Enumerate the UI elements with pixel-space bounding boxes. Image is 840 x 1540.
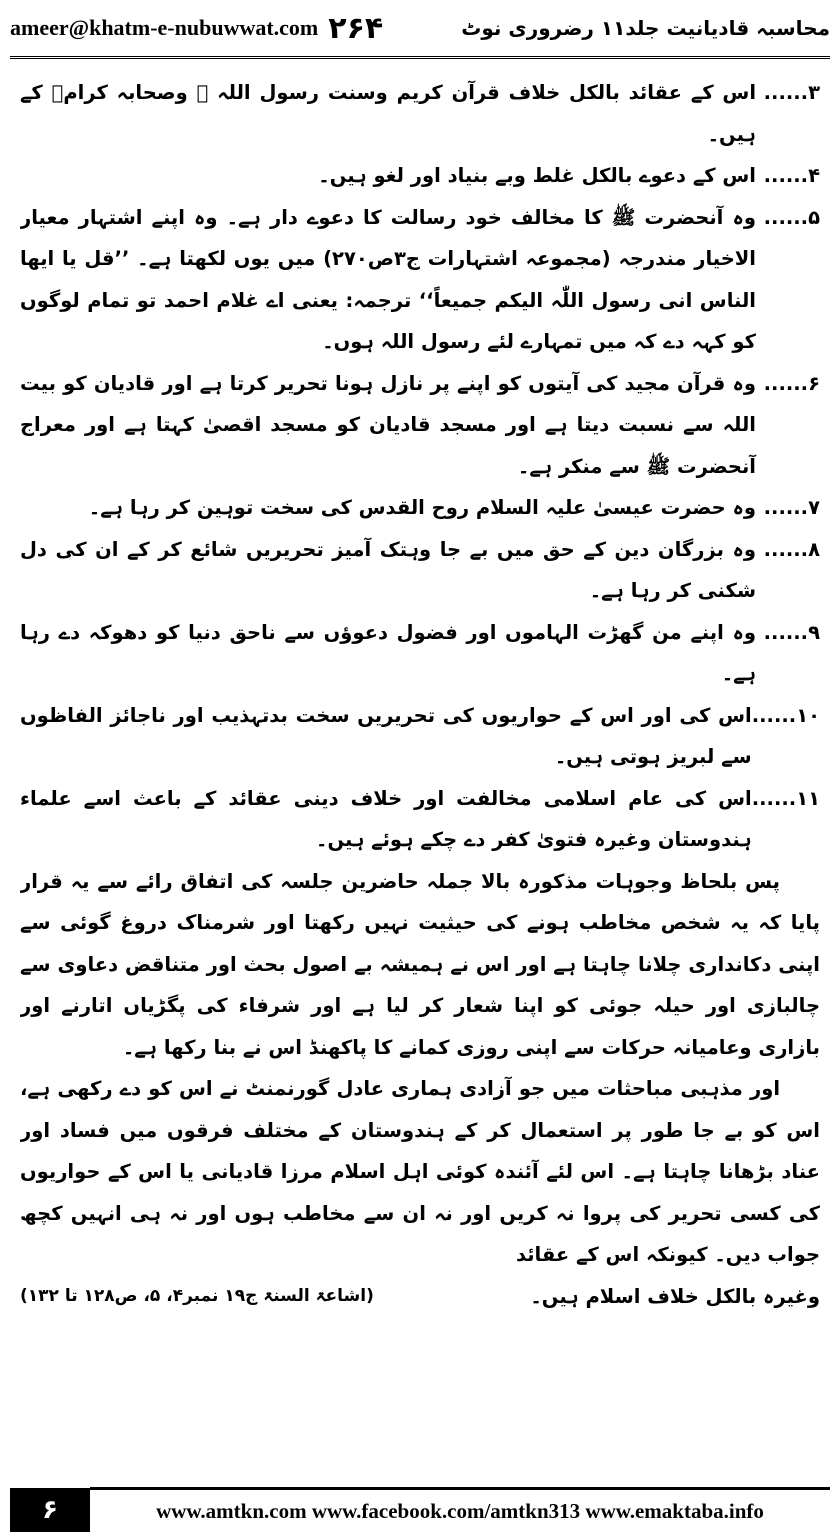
list-item [20, 197, 820, 363]
item-number: ۷...... [763, 496, 820, 519]
item-text: اس کی اور اس کے حواریوں کی تحریریں سخت بدتہذیب اور ناجائز الفاظوں سے لبریز ہوتی ہیں۔ [20, 703, 752, 768]
item-number: ۴...... [763, 164, 820, 187]
page-body [20, 72, 820, 1457]
page-number: ۲۶۴ [328, 10, 384, 46]
body-paragraph: اور مذہبی مباحثات میں جو آزادی ہماری عادل گورنمنٹ نے اس کو دے رکھی ہے، اس کو بے جا طور پر استعمال کر کے ہندوستان کے مختلف فرقوں میں فساد اور عناد بڑھانا چاہتا ہے۔ اس لئے آئندہ کوئی اہل اسلام مرزا قادیانی یا اس کے حواریوں کی کسی تحریر کی پروا نہ کریں اور نہ ان سے مخاطب ہوں اور نہ ہی انہیں کچھ جواب دیں۔ کیونکہ اس کے عقائد [20, 1077, 820, 1266]
list-item [20, 612, 820, 695]
item-number: ۱۱...... [751, 786, 820, 810]
page-header [10, 0, 830, 59]
item-text: اس کے دعوے بالکل غلط وبے بنیاد اور لغو ہیں۔ [318, 164, 756, 187]
header-left [10, 11, 383, 46]
item-text: وہ حضرت عیسیٰ علیہ السلام روح القدس کی سخت توہین کر رہا ہے۔ [88, 496, 756, 519]
item-number: ۶...... [763, 371, 820, 395]
body-paragraph: پس بلحاظ وجوہات مذکورہ بالا جملہ حاضرین جلسہ کی اتفاق رائے سے یہ قرار پایا کہ یہ شخص مخاطب ہونے کی حیثیت نہیں رکھتا اور شرمناک دروغ گوئی سے اپنی دکانداری چلانا چاہتا ہے اور اس نے ہمیشہ بے اصول بحث اور متناقض دعاوی سے چالبازی اور حیلہ جوئی کو اپنا شعار کر لیا ہے اور شرفاء کی پگڑیاں اتارنے اور بازاری وعامیانہ حرکات سے اپنی روزی کمانے کا پاکھنڈ اس نے بنا رکھا ہے۔ [20, 869, 820, 1059]
item-text: وہ اپنے من گھڑت الہاموں اور فضول دعوؤں سے ناحق دنیا کو دھوکہ دے رہا ہے۔ [20, 620, 756, 685]
reference-citation: (اشاعۃ السنۃ ج۱۹ نمبر۴، ۵، ص۱۲۸ تا ۱۳۲) [20, 1285, 374, 1306]
last-line-text: وغیرہ بالکل خلاف اسلام ہیں۔ [530, 1284, 820, 1308]
book-title: محاسبہ قادیانیت جلد۱۱ رضروری نوٹ [461, 16, 830, 40]
item-number: ۱۰...... [751, 703, 820, 727]
item-number: ۹...... [763, 620, 820, 644]
item-text: اس کے عقائد بالکل خلاف قرآن کریم وسنت رسول اللہ ﷺ وصحابہ کرامؓ کے ہیں۔ [20, 81, 756, 146]
item-number: ۸...... [763, 537, 820, 561]
list-item [20, 695, 820, 778]
item-number: ۳...... [763, 81, 820, 104]
footer-urls: www.amtkn.com www.facebook.com/amtkn313 www.emaktaba.info [90, 1487, 830, 1534]
list-item [20, 529, 820, 612]
item-text: اس کی عام اسلامی مخالفت اور خلاف دینی عقائد کے باعث اسے علماء ہندوستان وغیرہ فتویٰ کفر دے چکے ہوئے ہیں۔ [20, 786, 752, 851]
item-text: وہ آنحضرت ﷺ کا مخالف خود رسالت کا دعوے دار ہے۔ وہ اپنے اشتہار معیار الاخیار مندرجہ (مجموعہ اشتہارات ج۳ص۲۷۰) میں یوں لکھتا ہے۔ ’’قل یا ایھا الناس انی رسول اللّٰہ الیکم جمیعاً‘‘ ترجمہ: یعنی اے غلام احمد تو تمام لوگوں کو کہہ دے کہ میں تمہارے لئے رسول اللہ ہوں۔ [20, 205, 756, 353]
list-item [20, 72, 820, 155]
list-item [20, 487, 820, 529]
page-footer [10, 1488, 830, 1532]
item-text: وہ قرآن مجید کی آیتوں کو اپنے پر نازل ہونا تحریر کرتا ہے اور قادیان کو بیت اللہ سے نسبت دیتا ہے اور مسجد قادیان کو مسجد اقصیٰ کہتا ہے اور معراج آنحضرت ﷺ سے منکر ہے۔ [20, 371, 756, 478]
list-item [20, 363, 820, 488]
list-item [20, 155, 820, 197]
header-email: ameer@khatm-e-nubuwwat.com [10, 15, 319, 40]
item-text: وہ بزرگان دین کے حق میں بے جا وہتک آمیز تحریریں شائع کر کے ان کی دل شکنی کر رہا ہے۔ [20, 537, 756, 602]
item-number: ۵...... [763, 205, 820, 229]
list-item [20, 778, 820, 861]
footer-page-box: ۶ [10, 1488, 90, 1532]
closing-line [20, 1276, 820, 1318]
